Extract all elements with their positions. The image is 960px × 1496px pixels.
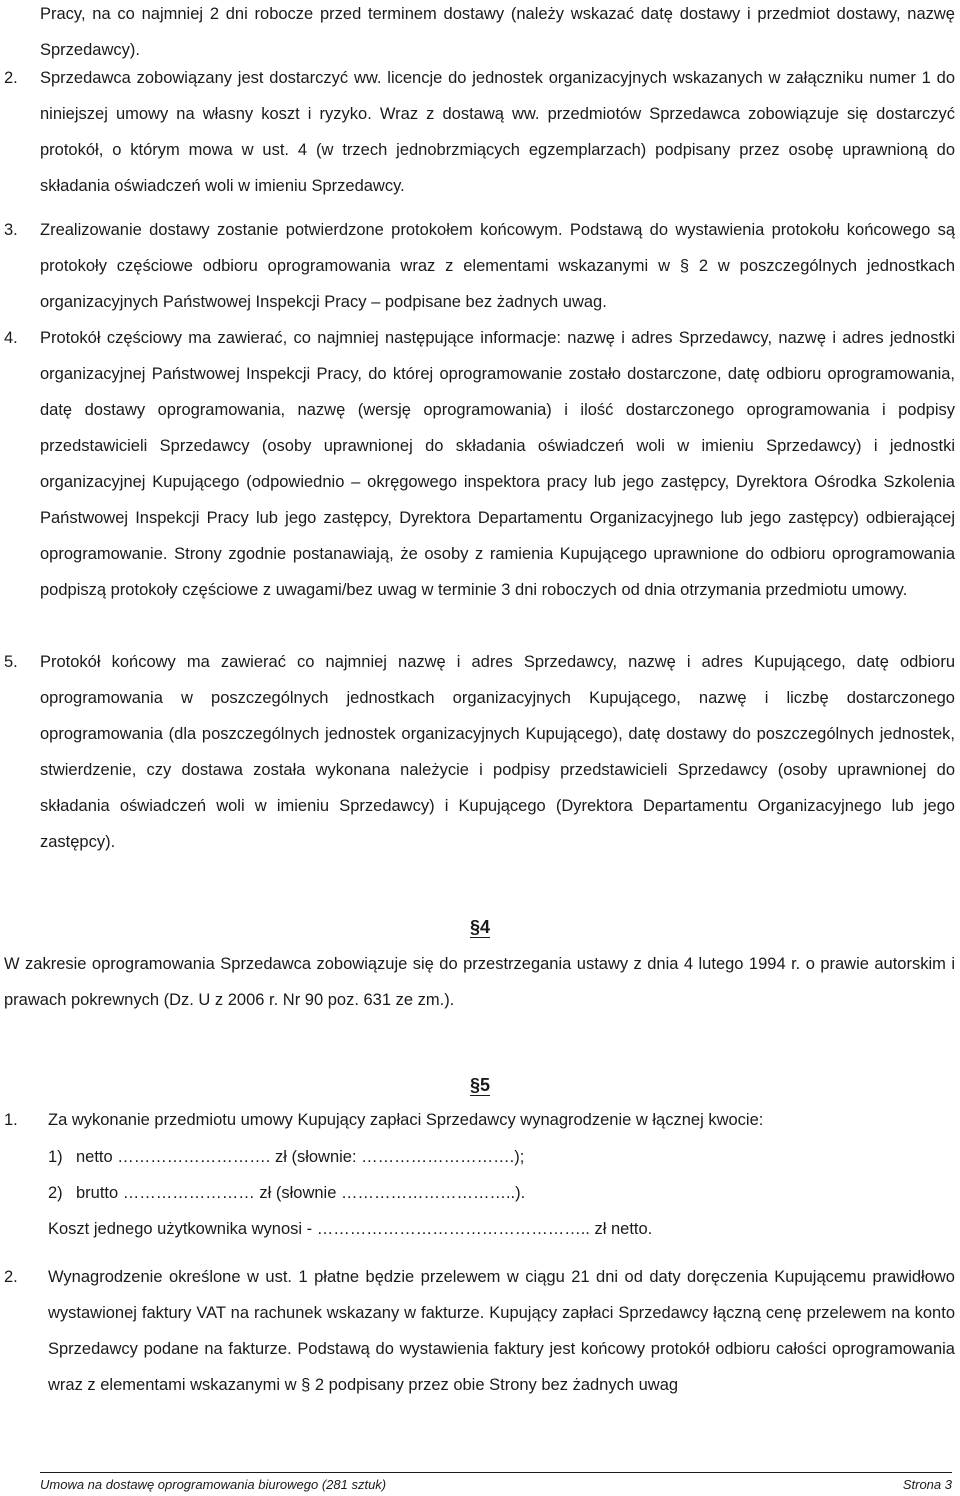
brutto-line — [48, 1175, 948, 1211]
section3-item-3 — [4, 212, 955, 320]
item1-continuation-text: Pracy, na co najmniej 2 dni robocze przed terminem dostawy (należy wskazać datę dostawy i przedmiot dostawy, nazwę Sprzedawcy). — [40, 5, 955, 59]
item-number: 1. — [4, 1111, 18, 1129]
footer-divider — [40, 1472, 952, 1473]
item-number: 5. — [4, 653, 18, 671]
item-text: Protokół końcowy ma zawierać co najmniej nazwę i adres Sprzedawcy, nazwę i adres Kupującego, datę odbioru oprogramowania w poszczególnych jednostkach organizacyjnych Kupującego, nazwę i liczbę dostarczonego oprogramowania (dla poszczególnych jednostek organizacyjnych Kupującego), datę dostawy do poszczególnych jednostek, stwierdzenie, czy dostawa została wykonana należycie i podpisy przedstawicieli Sprzedawcy (osoby uprawnionej do składania oświadczeń woli w imieniu Sprzedawcy) i Kupującego (Dyrektora Departamentu Organizacyjnego lub jego zastępcy). — [40, 653, 955, 851]
item-text: Za wykonanie przedmiotu umowy Kupujący zapłaci Sprzedawcy wynagrodzenie w łącznej kwocie: — [48, 1111, 764, 1129]
item-number: 4. — [4, 329, 18, 347]
page-footer — [40, 1477, 952, 1492]
section5-item-1 — [4, 1102, 955, 1138]
section4-heading: §4 — [469, 917, 491, 937]
subitem-number: 2) — [48, 1184, 63, 1202]
subitem-number: 1) — [48, 1148, 63, 1166]
section3-continuation — [40, 0, 955, 68]
item-text: Protokół częściowy ma zawierać, co najmniej następujące informacje: nazwę i adres Sprzedawcy, nazwę i adres jednostki organizacyjnej Państwowej Inspekcji Pracy, do której oprogramowanie zostało dostarczone, datę odbioru oprogramowania, datę dostawy oprogramowania, nazwę (wersję oprogramowania) i ilość dostarczonego oprogramowania i podpisy przedstawicieli Sprzedawcy (osoby uprawnionej do składania oświadczeń woli w imieniu Sprzedawcy) i jednostki organizacyjnej Kupującego (odpowiednio – okręgowego inspektora pracy lub jego zastępcy, Dyrektora Ośrodka Szkolenia Państwowej Inspekcji Pracy lub jego zastępcy, Dyrektora Departamentu Organizacyjnego lub jego zastępcy) odbierającej oprogramowanie. Strony zgodnie postanawiają, że osoby z ramienia Kupującego uprawnione do odbioru oprogramowania podpiszą protokoły częściowe z uwagami/bez uwag w terminie 3 dni roboczych od dnia otrzymania przedmiotu umowy. — [40, 329, 955, 599]
section3-item-4 — [4, 320, 955, 608]
item-text: Sprzedawca zobowiązany jest dostarczyć ww. licencje do jednostek organizacyjnych wskazanych w załączniku numer 1 do niniejszej umowy na własny koszt i ryzyko. Wraz z dostawą ww. przedmiotów Sprzedawca zobowiązuje się dostarczyć protokół, o którym mowa w ust. 4 (w trzech jednobrzmiących egzemplarzach) podpisany przez osobę uprawnioną do składania oświadczeń woli w imieniu Sprzedawcy. — [40, 69, 955, 195]
section3-item-5 — [4, 644, 955, 860]
cost-per-user-line: Koszt jednego użytkownika wynosi - ………………………………………….. zł netto. — [48, 1220, 653, 1238]
item-number: 2. — [4, 69, 18, 87]
netto-line — [48, 1139, 948, 1175]
section4-text: W zakresie oprogramowania Sprzedawca zobowiązuje się do przestrzegania ustawy z dnia 4 lutego 1994 r. o prawie autorskim i prawach pokrewnych (Dz. U z 2006 r. Nr 90 poz. 631 ze zm.). — [4, 955, 955, 1009]
section5-heading: §5 — [469, 1075, 491, 1095]
section5-item-2 — [4, 1259, 955, 1403]
page-number: Strona 3 — [902, 1477, 952, 1492]
netto-text: netto ………………………. zł (słownie: ……………………….); — [76, 1148, 525, 1166]
item-number: 2. — [4, 1268, 18, 1286]
brutto-text: brutto …………………… zł (słownie …………………………..). — [76, 1184, 526, 1202]
footer-title: Umowa na dostawę oprogramowania biurowego (281 sztuk) — [40, 1477, 387, 1492]
item-number: 3. — [4, 221, 18, 239]
item-text: Zrealizowanie dostawy zostanie potwierdzone protokołem końcowym. Podstawą do wystawienia protokołu końcowego są protokoły częściowe odbioru oprogramowania wraz z elementami wskazanymi w § 2 w poszczególnych jednostkach organizacyjnych Państwowej Inspekcji Pracy – podpisane bez żadnych uwag. — [40, 221, 955, 311]
item-text: Wynagrodzenie określone w ust. 1 płatne będzie przelewem w ciągu 21 dni od daty doręczenia Kupującemu prawidłowo wystawionej faktury VAT na rachunek wskazany w fakturze. Kupujący zapłaci Sprzedawcy łączną cenę przelewem na konto Sprzedawcy podane na fakturze. Podstawą do wystawienia faktury jest końcowy protokół odbioru całości oprogramowania wraz z elementami wskazanymi w § 2 podpisany przez obie Strony bez żadnych uwag — [48, 1268, 955, 1394]
section3-item-2 — [4, 60, 955, 204]
